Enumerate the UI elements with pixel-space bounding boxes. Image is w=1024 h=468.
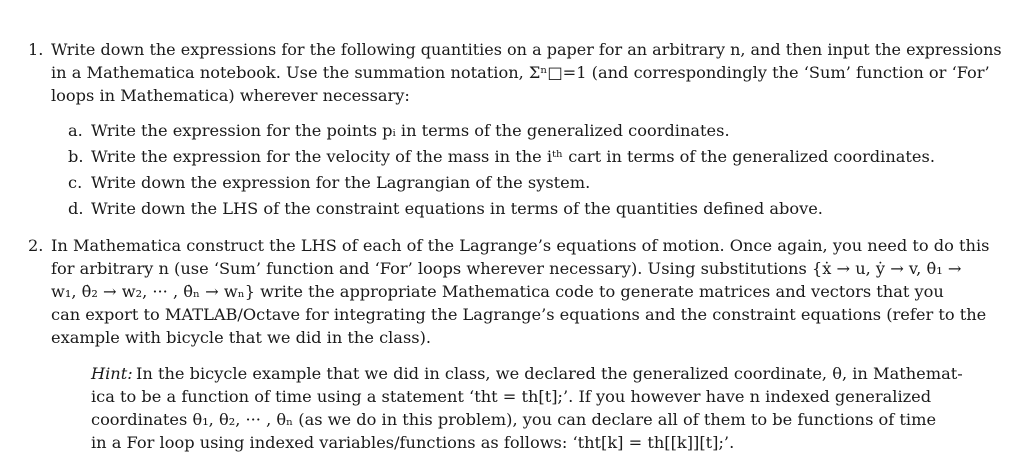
subitem-a-label: a.	[68, 121, 83, 140]
question-1-line-1: Write down the expressions for the following quantities on a paper for an arbitrary n, and then input the expressions	[51, 40, 1002, 59]
subitem-b-text: Write the expression for the velocity of the mass in the iᵗʰ cart in terms of the generalized coordinates.	[91, 147, 935, 166]
subitem-a-text: Write the expression for the points pᵢ in terms of the generalized coordinates.	[91, 121, 730, 140]
question-1-number: 1.	[28, 40, 44, 59]
subitem-d-label: d.	[68, 199, 84, 218]
question-2-line-1: In Mathematica construct the LHS of each of the Lagrange’s equations of motion. Once again, you need to do this	[51, 236, 990, 255]
question-2-line-3: w₁, θ̇₂ → w₂, ··· , θ̇ₙ → wₙ} write the appropriate Mathematica code to generate matrices and vectors that you	[51, 282, 944, 301]
question-2-number: 2.	[28, 236, 44, 255]
hint-line-3: coordinates θ₁, θ₂, ··· , θₙ (as we do in this problem), you can declare all of them to be functions of time	[91, 410, 937, 429]
hint-line-1: In the bicycle example that we did in class, we declared the generalized coordinate, θ, in Mathemat-	[136, 364, 963, 383]
subitem-c-text: Write down the expression for the Lagrangian of the system.	[91, 173, 591, 192]
hint-line-4: in a For loop using indexed variables/functions as follows: ‘tht[k] = th[[k]][t];’.	[91, 433, 735, 452]
hint-label: Hint:	[91, 364, 133, 383]
question-1-line-2: in a Mathematica notebook. Use the summation notation, Σⁿ□=1 (and correspondingly the ‘Sum’ function or ‘For’	[51, 63, 990, 82]
subitem-b-label: b.	[68, 147, 84, 166]
question-2-line-4: can export to MATLAB/Octave for integrating the Lagrange’s equations and the constraint equations (refer to the	[51, 305, 987, 324]
subitem-c-label: c.	[68, 173, 83, 192]
subitem-d-text: Write down the LHS of the constraint equations in terms of the quantities defined above.	[91, 199, 823, 218]
question-2-line-2: for arbitrary n (use ‘Sum’ function and ‘For’ loops wherever necessary). Using substitutions {ẋ → u, ẏ → v, θ̇₁ →	[51, 259, 962, 278]
question-2-line-5: example with bicycle that we did in the class).	[51, 328, 432, 347]
question-1-line-3: loops in Mathematica) wherever necessary:	[51, 86, 410, 105]
hint-line-2: ica to be a function of time using a statement ‘tht = th[t];’. If you however have n indexed generalized	[91, 387, 932, 406]
